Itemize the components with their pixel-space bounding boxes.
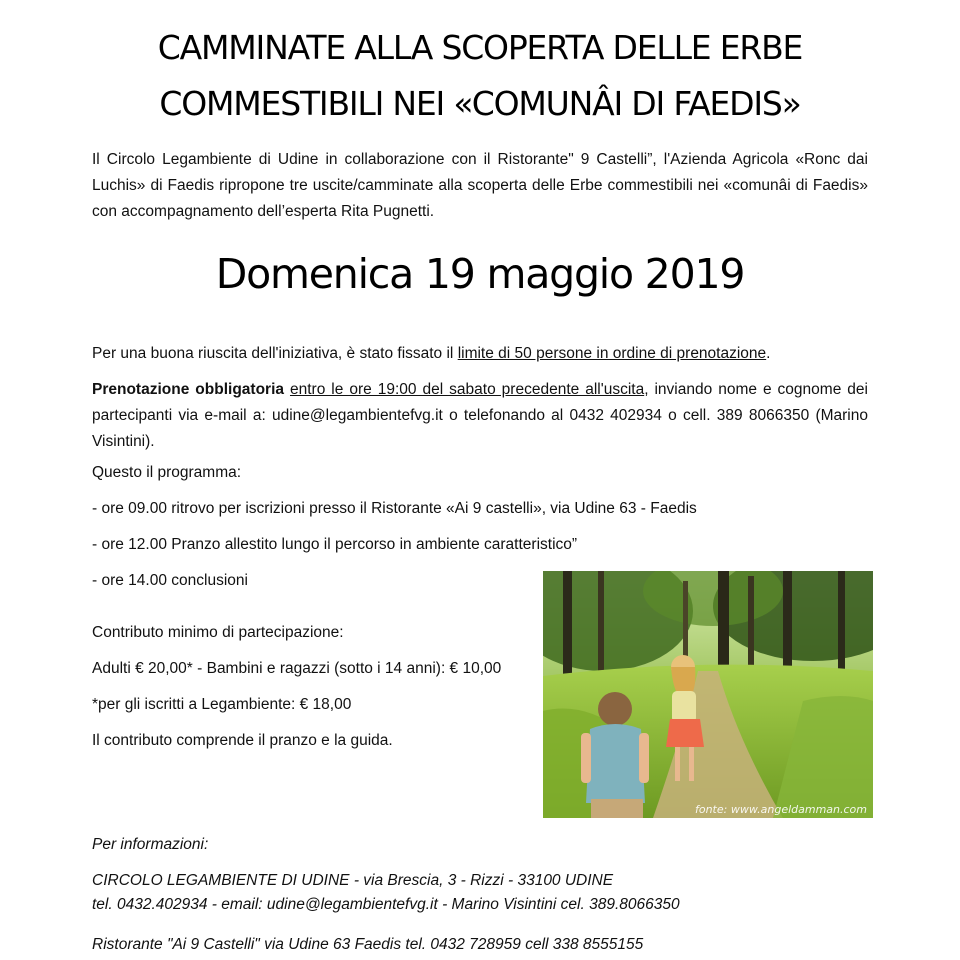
info-line-3: Ristorante "Ai 9 Castelli" via Udine 63 Faedis tel. 0432 728959 cell 338 8555155 [92, 936, 644, 953]
children-forest-photo [543, 571, 873, 818]
title-line-2: COMMESTIBILI NEI «COMUNÂI DI FAEDIS» [159, 84, 801, 123]
program-item-2: - ore 12.00 Pranzo allestito lungo il percorso in ambiente caratteristico” [92, 536, 578, 553]
limit-paragraph [92, 341, 770, 367]
booking-rest: , inviando nome e cognome dei partecipanti via e-mail a: udine@legambientefvg.it o telefonando al 0432 402934 o cell. 389 8066350 (Marino Visintini). [92, 381, 868, 450]
contribution-member: *per gli iscritti a Legambiente: € 18,00 [92, 696, 352, 713]
info-heading: Per informazioni: [92, 836, 209, 853]
program-heading: Questo il programma: [92, 464, 242, 481]
contribution-includes: Il contributo comprende il pranzo e la guida. [92, 732, 393, 749]
program-item-1: - ore 09.00 ritrovo per iscrizioni presso il Ristorante «Ai 9 castelli», via Udine 63 - Faedis [92, 500, 697, 517]
limit-suffix: . [766, 345, 771, 362]
contribution-heading: Contributo minimo di partecipazione: [92, 624, 344, 641]
info-line-1: CIRCOLO LEGAMBIENTE DI UDINE - via Brescia, 3 - Rizzi - 33100 UDINE [92, 872, 614, 889]
title-line-1: CAMMINATE ALLA SCOPERTA DELLE ERBE [157, 28, 803, 67]
page-title [60, 20, 900, 132]
event-date: Domenica 19 maggio 2019 [215, 250, 745, 298]
booking-underlined: entro le ore 19:00 del sabato precedente all'uscita [289, 381, 645, 398]
photo-credit: fonte: www.angeldamman.com [694, 803, 867, 816]
limit-underlined: limite di 50 persone in ordine di prenotazione [457, 345, 767, 362]
program-item-3: - ore 14.00 conclusioni [92, 572, 248, 589]
booking-paragraph [92, 377, 868, 455]
intro-paragraph: Il Circolo Legambiente di Udine in collaborazione con il Ristorante" 9 Castelli”, l'Azienda Agricola «Ronc dai Luchis» di Faedis ripropone tre uscite/camminate alla scoperta delle Erbe commestibili nei «comunâi di Faedis» con accompagnamento dell’esperta Rita Pugnetti. [92, 151, 868, 220]
booking-bold: Prenotazione obbligatoria [92, 381, 284, 398]
contribution-prices: Adulti € 20,00* - Bambini e ragazzi (sotto i 14 anni): € 10,00 [92, 660, 502, 677]
limit-prefix: Per una buona riuscita dell'iniziativa, è stato fissato il [92, 345, 458, 362]
forest-illustration [543, 571, 873, 818]
info-line-2: tel. 0432.402934 - email: udine@legambientefvg.it - Marino Visintini cel. 389.8066350 [92, 896, 680, 913]
